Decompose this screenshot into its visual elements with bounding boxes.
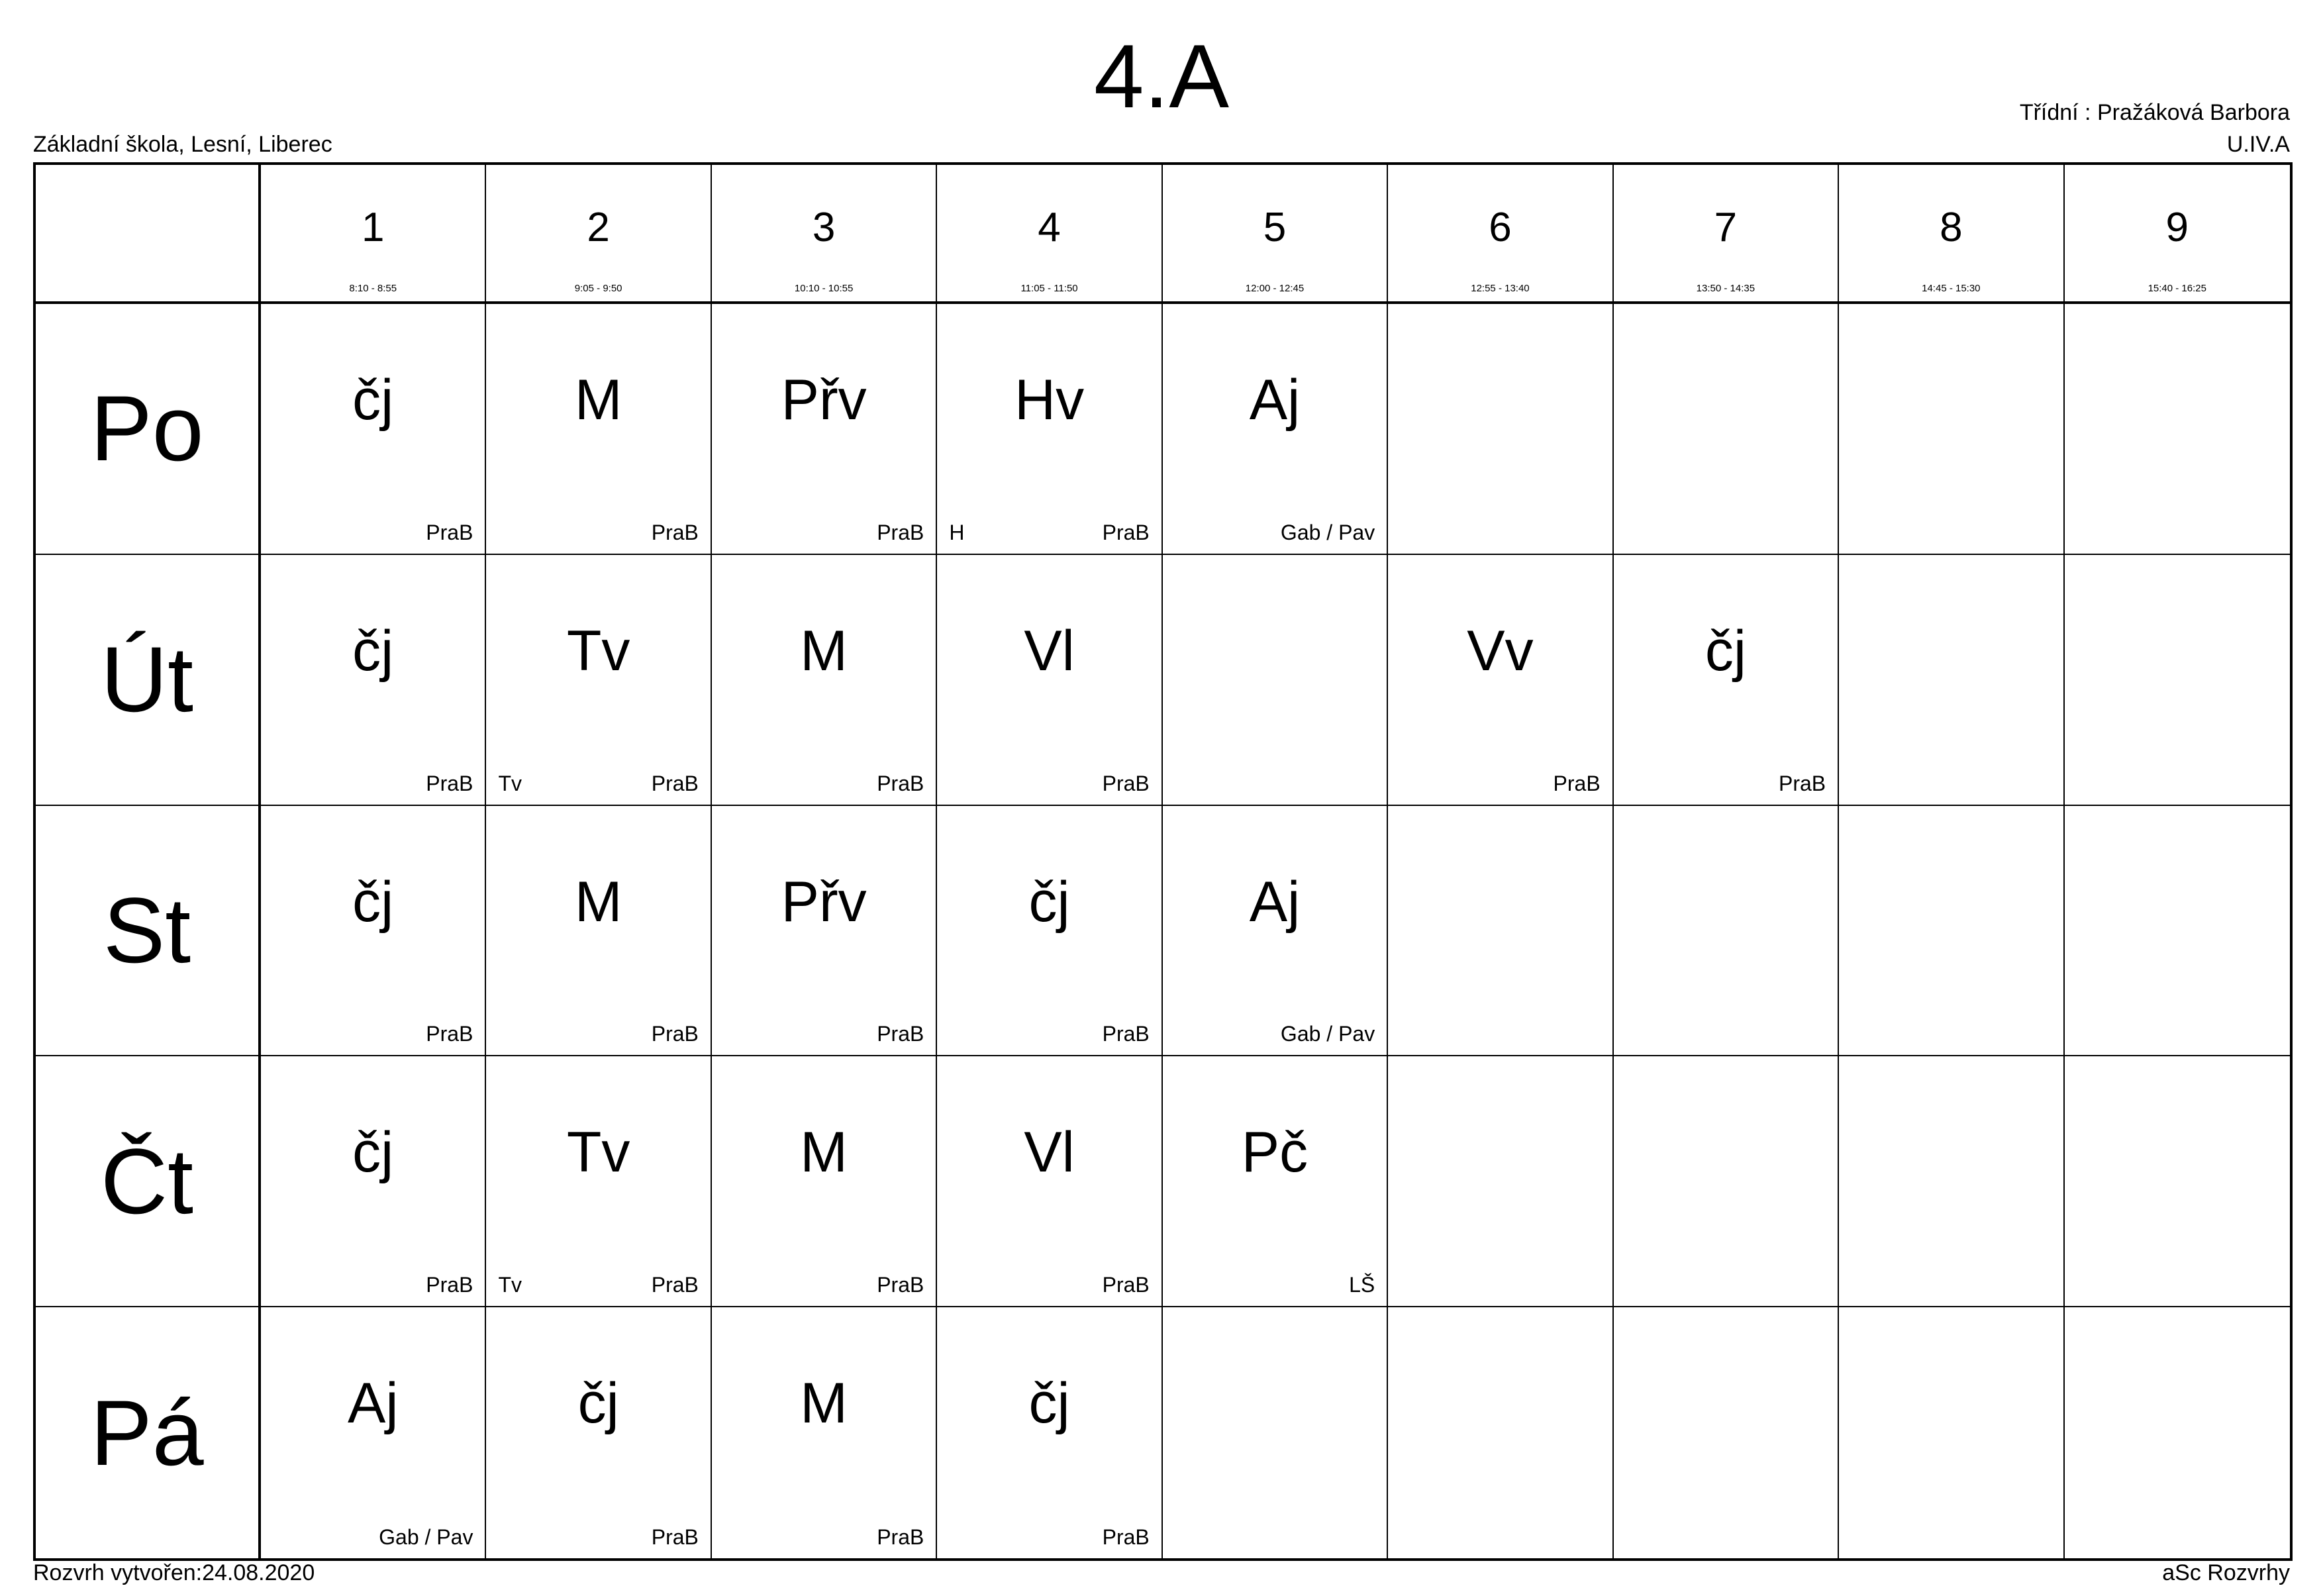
period-header — [712, 165, 937, 304]
lesson-subject: čj — [577, 1372, 619, 1436]
period-header — [2065, 165, 2290, 304]
period-number: 1 — [361, 205, 385, 250]
lesson-teacher: PraB — [1102, 1524, 1150, 1549]
empty-cell — [1163, 1307, 1388, 1558]
lesson-subject: čj — [352, 870, 394, 934]
lesson-teacher: PraB — [1778, 771, 1826, 795]
period-number: 3 — [812, 205, 836, 250]
lesson-teacher: PraB — [651, 1022, 699, 1046]
period-time: 14:45 - 15:30 — [1922, 283, 1981, 294]
empty-cell — [1614, 1056, 1839, 1307]
empty-cell — [1388, 806, 1613, 1057]
lesson-subject: Vl — [1024, 619, 1075, 683]
lesson-teacher: PraB — [877, 520, 924, 544]
lesson-teacher: PraB — [426, 1022, 473, 1046]
lesson-cell — [261, 1056, 486, 1307]
lesson-subject: Aj — [1249, 368, 1301, 432]
lesson-subject: čj — [352, 1121, 394, 1185]
empty-cell — [2065, 1307, 2290, 1558]
lesson-cell — [937, 1056, 1162, 1307]
lesson-teacher: Gab / Pav — [379, 1524, 473, 1549]
lesson-subject: čj — [1028, 1372, 1070, 1436]
period-number: 6 — [1489, 205, 1512, 250]
day-name: Pá — [90, 1380, 204, 1485]
lesson-teacher: Gab / Pav — [1280, 520, 1375, 544]
lesson-teacher: PraB — [651, 1273, 699, 1297]
lesson-subject: M — [574, 870, 622, 934]
lesson-subject: Tv — [566, 1121, 630, 1185]
empty-cell — [1839, 1056, 2064, 1307]
period-time: 9:05 - 9:50 — [574, 283, 622, 294]
period-header — [1163, 165, 1388, 304]
lesson-subject: Vv — [1467, 619, 1534, 683]
lesson-subject: Přv — [781, 870, 867, 934]
timetable-grid — [33, 162, 2293, 1561]
lesson-subject: čj — [352, 619, 394, 683]
empty-cell — [1388, 1307, 1613, 1558]
corner-cell — [36, 165, 261, 304]
lesson-cell — [261, 304, 486, 555]
lesson-subject: Aj — [347, 1372, 399, 1436]
lesson-cell — [937, 555, 1162, 806]
lesson-cell — [712, 1307, 937, 1558]
lesson-room: Tv — [498, 771, 522, 795]
lesson-teacher: PraB — [426, 520, 473, 544]
period-time: 13:50 - 14:35 — [1696, 283, 1755, 294]
empty-cell — [2065, 304, 2290, 555]
empty-cell — [2065, 806, 2290, 1057]
school-name: Základní škola, Lesní, Liberec — [33, 132, 332, 157]
day-name: Po — [90, 376, 204, 481]
lesson-teacher: PraB — [651, 1524, 699, 1549]
software-credit: aSc Rozvrhy — [2162, 1560, 2290, 1585]
lesson-cell — [712, 304, 937, 555]
period-time: 12:55 - 13:40 — [1471, 283, 1530, 294]
lesson-cell — [486, 555, 711, 806]
period-number: 2 — [587, 205, 610, 250]
period-header — [937, 165, 1162, 304]
empty-cell — [1614, 1307, 1839, 1558]
empty-cell — [1614, 806, 1839, 1057]
period-number: 9 — [2165, 205, 2189, 250]
lesson-cell — [261, 555, 486, 806]
empty-cell — [1614, 304, 1839, 555]
lesson-teacher: PraB — [877, 1022, 924, 1046]
lesson-subject: Vl — [1024, 1121, 1075, 1185]
lesson-subject: čj — [352, 368, 394, 432]
lesson-subject: Pč — [1241, 1121, 1309, 1185]
lesson-subject: Aj — [1249, 870, 1301, 934]
period-time: 10:10 - 10:55 — [794, 283, 854, 294]
lesson-cell — [1163, 1056, 1388, 1307]
period-number: 5 — [1263, 205, 1287, 250]
period-time: 11:05 - 11:50 — [1020, 283, 1078, 294]
day-name: Út — [101, 627, 193, 732]
lesson-teacher: PraB — [1102, 771, 1150, 795]
lesson-cell — [937, 304, 1162, 555]
period-time: 12:00 - 12:45 — [1245, 283, 1305, 294]
period-header — [1614, 165, 1839, 304]
lesson-teacher: PraB — [1102, 1022, 1150, 1046]
lesson-cell — [1614, 555, 1839, 806]
lesson-cell — [486, 304, 711, 555]
lesson-cell — [486, 1056, 711, 1307]
period-header — [1388, 165, 1613, 304]
day-name: St — [103, 877, 191, 982]
period-number: 8 — [1940, 205, 1963, 250]
lesson-teacher: PraB — [1102, 1273, 1150, 1297]
lesson-subject: čj — [1705, 619, 1746, 683]
lesson-cell — [261, 1307, 486, 1558]
page-title: 4.A — [1093, 26, 1230, 126]
day-label-cell — [36, 1056, 261, 1307]
lesson-teacher: LŠ — [1349, 1273, 1375, 1297]
lesson-subject: M — [800, 1121, 848, 1185]
lesson-cell — [937, 806, 1162, 1057]
lesson-teacher: Gab / Pav — [1280, 1022, 1375, 1046]
created-date: Rozvrh vytvořen:24.08.2020 — [33, 1560, 315, 1585]
class-code: U.IV.A — [2226, 132, 2290, 157]
lesson-teacher: PraB — [877, 1524, 924, 1549]
lesson-subject: Hv — [1014, 368, 1085, 432]
class-teacher: Třídní : Pražáková Barbora — [2019, 100, 2290, 125]
lesson-cell — [1163, 304, 1388, 555]
lesson-cell — [712, 555, 937, 806]
lesson-subject: M — [574, 368, 622, 432]
empty-cell — [1839, 806, 2064, 1057]
lesson-cell — [486, 1307, 711, 1558]
period-time: 8:10 - 8:55 — [349, 283, 397, 294]
empty-cell — [1839, 1307, 2064, 1558]
lesson-teacher: PraB — [877, 771, 924, 795]
lesson-cell — [712, 1056, 937, 1307]
lesson-subject: M — [800, 1372, 848, 1436]
lesson-teacher: PraB — [1102, 520, 1150, 544]
period-number: 4 — [1038, 205, 1061, 250]
lesson-room: H — [949, 520, 965, 544]
lesson-cell — [261, 806, 486, 1057]
empty-cell — [1388, 304, 1613, 555]
lesson-teacher: PraB — [877, 1273, 924, 1297]
empty-cell — [2065, 555, 2290, 806]
lesson-subject: Přv — [781, 368, 867, 432]
empty-cell — [1388, 1056, 1613, 1307]
lesson-subject: M — [800, 619, 848, 683]
lesson-teacher: PraB — [651, 520, 699, 544]
lesson-cell — [486, 806, 711, 1057]
empty-cell — [1163, 555, 1388, 806]
empty-cell — [1839, 304, 2064, 555]
lesson-teacher: PraB — [426, 771, 473, 795]
empty-cell — [1839, 555, 2064, 806]
lesson-teacher: PraB — [1553, 771, 1601, 795]
period-header — [1839, 165, 2064, 304]
period-header — [261, 165, 486, 304]
lesson-subject: Tv — [566, 619, 630, 683]
lesson-cell — [937, 1307, 1162, 1558]
lesson-cell — [1163, 806, 1388, 1057]
day-label-cell — [36, 806, 261, 1057]
lesson-teacher: PraB — [426, 1273, 473, 1297]
day-name: Čt — [101, 1128, 193, 1233]
lesson-subject: čj — [1028, 870, 1070, 934]
empty-cell — [2065, 1056, 2290, 1307]
day-label-cell — [36, 1307, 261, 1558]
period-time: 15:40 - 16:25 — [2148, 283, 2206, 294]
day-label-cell — [36, 555, 261, 806]
period-header — [486, 165, 711, 304]
day-label-cell — [36, 304, 261, 555]
lesson-teacher: PraB — [651, 771, 699, 795]
period-number: 7 — [1714, 205, 1738, 250]
lesson-cell — [1388, 555, 1613, 806]
lesson-cell — [712, 806, 937, 1057]
lesson-room: Tv — [498, 1273, 522, 1297]
